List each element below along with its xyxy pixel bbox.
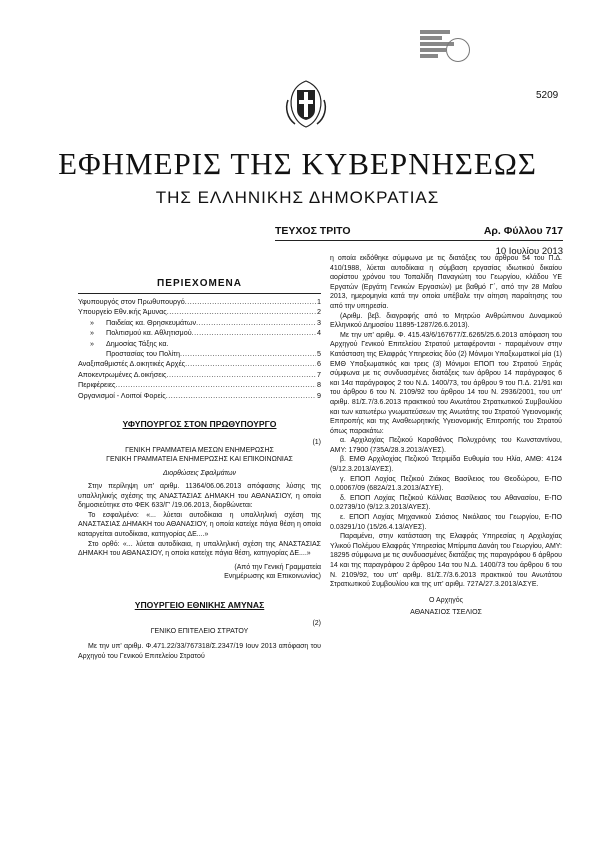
section1-paragraph: Στην περίληψη υπ' αριθμ. 11364/06.06.2013 απόφασης λύσης της υπαλληλικής σχέσης της ΑΝΑΣΤΑΣΙΑΣ ΔΗΜΑΚΗ του ΑΘΑΝΑΣΙΟΥ, η οποία δημοσιεύτηκε στο ΦΕΚ 633/Γ' /19.06.2013, διορθώνεται: xyxy=(78,483,321,510)
body-paragraph: (Αριθμ. βεβ. διαγραφής από το Μητρώο Ανθρώπινου Δυναμικού Ελληνικού Δημοσίου 11895-1287/26.6.2013). xyxy=(330,312,562,330)
toc-item xyxy=(78,339,321,349)
toc-item xyxy=(78,370,321,380)
header-divider xyxy=(275,240,563,241)
body-paragraph: η οποία εκδόθηκε σύμφωνα με τις διατάξεις του άρθρου 54 του Π.Δ. 410/1988, λύεται αυτοδίκαια η σύμβαση εργασίας ιδιωτικού δικαίου αορίστου χρόνου του Τοπαλίδη Παναγιώτη του Γεωργίου, κλάδου ΥΕ Εργατών (Εργάτη Γενικών Εργασιών) με βαθμό Γ΄, από την 28 Μαΐου 2013, ημερομηνία κατά την οποία υπέβαλε την αίτηση παραίτησης του από την υπηρεσία. xyxy=(330,255,562,310)
section1-authority-1: ΓΕΝΙΚΗ ΓΡΑΜΜΑΤΕΙΑ ΜΕΣΩΝ ΕΝΗΜΕΡΩΣΗΣ xyxy=(125,447,274,455)
toc-item-leader xyxy=(196,318,316,328)
list-item: δ. ΕΠΟΠ Λοχίας Πεζικού Κάλλιας Βασίλειος του Αθανασίου, Ε-ΠΟ 0.02739/10 (9/12.3.2013/ΑΥΕΣ). xyxy=(330,494,562,512)
toc-item-page: 8 xyxy=(317,380,321,390)
toc-item-label xyxy=(78,349,180,359)
toc-item-text: Παιδείας κα. Θρησκευμάτων xyxy=(106,317,197,327)
toc-item xyxy=(78,349,321,359)
toc-item-leader xyxy=(167,307,316,317)
toc-item-label xyxy=(78,370,166,380)
toc-item-label xyxy=(78,328,192,338)
section1-signature-2: Ενημέρωσης και Επικοινωνίας) xyxy=(224,573,321,581)
section2-number: (2) xyxy=(312,620,321,627)
toc-item xyxy=(78,328,321,338)
toc-item-leader xyxy=(185,359,316,369)
section1-heading: ΥΦΥΠΟΥΡΓΟΣ ΣΤΟΝ ΠΡΩΘΥΠΟΥΡΓΟ xyxy=(122,419,277,430)
list-item: ε. ΕΠΟΠ Λοχίας Μηχανικού Σιάσιος Νικόλαος του Γεωργίου, Ε-ΠΟ 0.03291/10 (15/26.4.13/ΑΥΕΣ). xyxy=(330,514,562,531)
toc-item-text: Πολιτισμού κα. Αθλητισμού xyxy=(106,328,192,338)
section2-paragraph: Με την υπ' αριθμ. Φ.471.22/33/767318/Σ.2347/19 Ιουν 2013 απόφαση του Αρχηγού του Γενικού Επιτελείου Στρατού xyxy=(78,643,321,660)
toc-item-label xyxy=(78,297,185,307)
gazette-subtitle: ΤΗΣ ΕΛΛΗΝΙΚΗΣ ΔΗΜΟΚΡΑΤΙΑΣ xyxy=(155,188,440,207)
toc-item-text: Αποκεντρωμένες Δ.οικήσεις xyxy=(78,369,167,379)
section1-paragraph: Στο ορθό: «... λύεται αυτοδίκαια, η υπαλληλική σχέση της ΑΝΑΣΤΑΣΙΑΣ ΔΗΜΑΚΗ του ΑΘΑΝΑΣΙΟΥ, η οποία κατείχε πάγια θέση, κατηγορίας ΔΕ....» xyxy=(78,540,321,558)
section2-authority: ΓΕΝΙΚΟ ΕΠΙΤΕΛΕΙΟ ΣΤΡΑΤΟΥ xyxy=(150,628,249,635)
issue-number: Αρ. Φύλλου 717 xyxy=(483,225,563,237)
gazette-title: ΕΦΗΜΕΡΙΣ ΤΗΣ ΚΥΒΕΡΝΗΣΕΩΣ xyxy=(58,146,537,181)
toc-item-page: 2 xyxy=(317,307,321,317)
toc-item-text: Δημοσίας Τάξης κα. xyxy=(106,338,169,348)
section1-number: (1) xyxy=(312,439,321,447)
series-label: ΤΕΥΧΟΣ ΤΡΙΤΟ xyxy=(275,225,351,237)
right-column xyxy=(330,254,562,618)
toc-item-text: Υφυπουργός στον Πρωθυπουργό xyxy=(78,297,185,306)
section1-signature-1: (Από την Γενική Γραμματεία xyxy=(234,563,321,571)
toc-item-leader xyxy=(180,349,316,359)
toc-item xyxy=(78,391,321,401)
page-number: 5209 xyxy=(536,90,559,101)
issue-date: 10 Ιουλίου 2013 xyxy=(495,246,563,257)
toc-item xyxy=(78,318,321,328)
toc-item-page: 1 xyxy=(317,297,321,306)
section1-subject: Διορθώσεις Σφαλμάτων xyxy=(162,470,237,478)
toc-item xyxy=(78,359,321,369)
toc-item-leader xyxy=(166,391,316,401)
toc-item xyxy=(78,380,321,390)
toc-item-text: Οργανισμοί - Λοιποί Φορείς xyxy=(78,390,166,400)
toc-item-page: 5 xyxy=(317,349,321,359)
toc-item-leader xyxy=(116,380,316,390)
section2-heading: ΥΠΟΥΡΓΕΙΟ ΕΘΝΙΚΗΣ ΑΜΥΝΑΣ xyxy=(134,600,265,610)
table-of-contents xyxy=(78,297,321,401)
toc-item-label xyxy=(78,339,169,349)
toc-item-page: 7 xyxy=(317,369,321,379)
toc-item-marker: » xyxy=(90,328,94,338)
body-paragraph: Με την υπ' αριθμ. Φ. 415.43/6/167677/Σ.6265/25.6.2013 απόφαση του Αρχηγού Γενικού Επιτελείου Στρατού μεταφέρονται - παραμένουν στην Κατάσταση της Ελαφράς Υπηρεσίας δύο (2) Μόνιμοι Υπαξιωματικοί μία (1) ΕΜΘ Υπαξιωματικός και τρεις (3) Μόνιμοι ΕΠΟΠ του Στρατού Ξηράς σύμφωνα με τις συνδυασμένες διατάξεις των άρθρου 14 παράγραφος 6 και 14α παράγραφος 2 του Ν.Δ. 1400/73, του άρθρου 9 του Π.Δ. 21/91 και του άρθρου 6 του Ν. 2109/92 του άρθρου 14 του Ν. 2936/2001, του υπ' αριθμ. 81/Σ.7/3.6.2013 πρακτικού του Ανωτάτου Στρατιωτικού Συμβουλίου και των κατωτέρω γνωματεύσεων της Ανωτάτης του Στρατού Υγειονομικής Επιτροπής και της Αναθεωρητικής Υγειονομικής Επιτροπής του Στρατού όπως παρακάτω: xyxy=(330,331,562,435)
left-column xyxy=(78,278,321,661)
body-paragraph: Παραμένει, στην κατάσταση της Ελαφράς Υπηρεσίας η Αρχιλοχίας Υλικού Πολέμου Ελαφράς Υπηρεσίας Μπίρμπα Δανάη του Γεωργίου, ΑΜΥ: 18295 σύμφωνα με τις συνδυασμένες διατάξεις της παραγράφου 6 άρθρου 14 και της παραγράφου 2 άρθρου 14α του Ν.Δ. 1400/73 του άρθρου 6 του Ν. 2109/92, του υπ' αριθμ. 81/Σ.7/3.6.2013 πρακτικού του Ανωτάτου Στρατιωτικού Συμβουλίου και της υπ' αριθμ. 727Α/27.3.2013/ΑΣΥΕ. xyxy=(330,533,562,589)
section1-authority-2: ΓΕΝΙΚΗ ΓΡΑΜΜΑΤΕΙΑ ΕΝΗΜΕΡΩΣΗΣ ΚΑΙ ΕΠΙΚΟΙΝΩΝΙΑΣ xyxy=(106,456,293,464)
contents-title: ΠΕΡΙΕΧΟΜΕΝΑ xyxy=(157,278,242,289)
toc-item-page: 6 xyxy=(317,359,321,369)
toc-item-marker: » xyxy=(90,338,94,348)
toc-item xyxy=(78,307,321,317)
toc-item-text: Αναξιπαθμιστές Δ.οικητικές Αρχές xyxy=(78,359,186,369)
toc-item xyxy=(78,297,321,307)
signature-name: ΑΘΑΝΑΣΙΟΣ ΤΣΕΛΙΟΣ xyxy=(410,608,482,616)
toc-item-page: 4 xyxy=(317,328,321,338)
toc-item-label xyxy=(78,318,196,328)
contents-divider xyxy=(78,293,321,294)
list-item: γ. ΕΠΟΠ Λοχίας Πεζικού Ζιάκας Βασίλειος του Θεοδώρου, Ε-ΠΟ 0.00067/09 (682Α/21.3.2013/ΑΣΥΕ). xyxy=(330,475,562,493)
list-item: β. ΕΜΘ Αρχιλοχίας Πεζικού Τετριμίδα Ευθυμία του Ηλία, ΑΜΘ: 4124 (9/12.3.2013/ΑΥΕΣ). xyxy=(330,456,562,474)
toc-item-marker: » xyxy=(90,317,94,327)
coat-of-arms-emblem xyxy=(283,78,329,130)
section1-paragraph: Το εσφαλμένο: «... λύεται αυτοδίκαια η υπαλληλική σχέση της ΑΝΑΣΤΑΣΙΑΣ ΔΗΜΑΚΗ του ΑΘΑΝΑΣΙΟΥ, η οποία κατείχε πάγια θέση η οποία καταργείται αυτοδίκαια, κατηγορίας ΔΕ....» xyxy=(78,511,321,539)
toc-item-leader xyxy=(192,328,316,338)
toc-item-label xyxy=(78,307,167,317)
toc-item-text: Περιφέρειες xyxy=(78,380,116,390)
toc-item-leader xyxy=(185,297,316,307)
toc-item-page: 3 xyxy=(317,317,321,327)
toc-item-label xyxy=(78,380,116,390)
signature-role: Ο Αρχηγός xyxy=(429,596,463,604)
distribution-stamp xyxy=(420,30,470,70)
list-item: α. Αρχιλοχίας Πεζικού Καραθάνος Πολυχρόνης του Κωνσταντίνου, ΑΜΥ: 17900 (735Α/28.3.2013/ΑΥΕΣ). xyxy=(330,437,562,454)
toc-item-label xyxy=(78,391,166,401)
toc-item-text: Προστασίας του Πολίτη xyxy=(106,349,180,359)
toc-item-page: 9 xyxy=(317,390,321,400)
toc-item-leader xyxy=(166,370,316,380)
toc-item-label xyxy=(78,359,185,369)
toc-item-text: Υπουργείο Εθν.ικής Άμυνας xyxy=(78,307,167,317)
